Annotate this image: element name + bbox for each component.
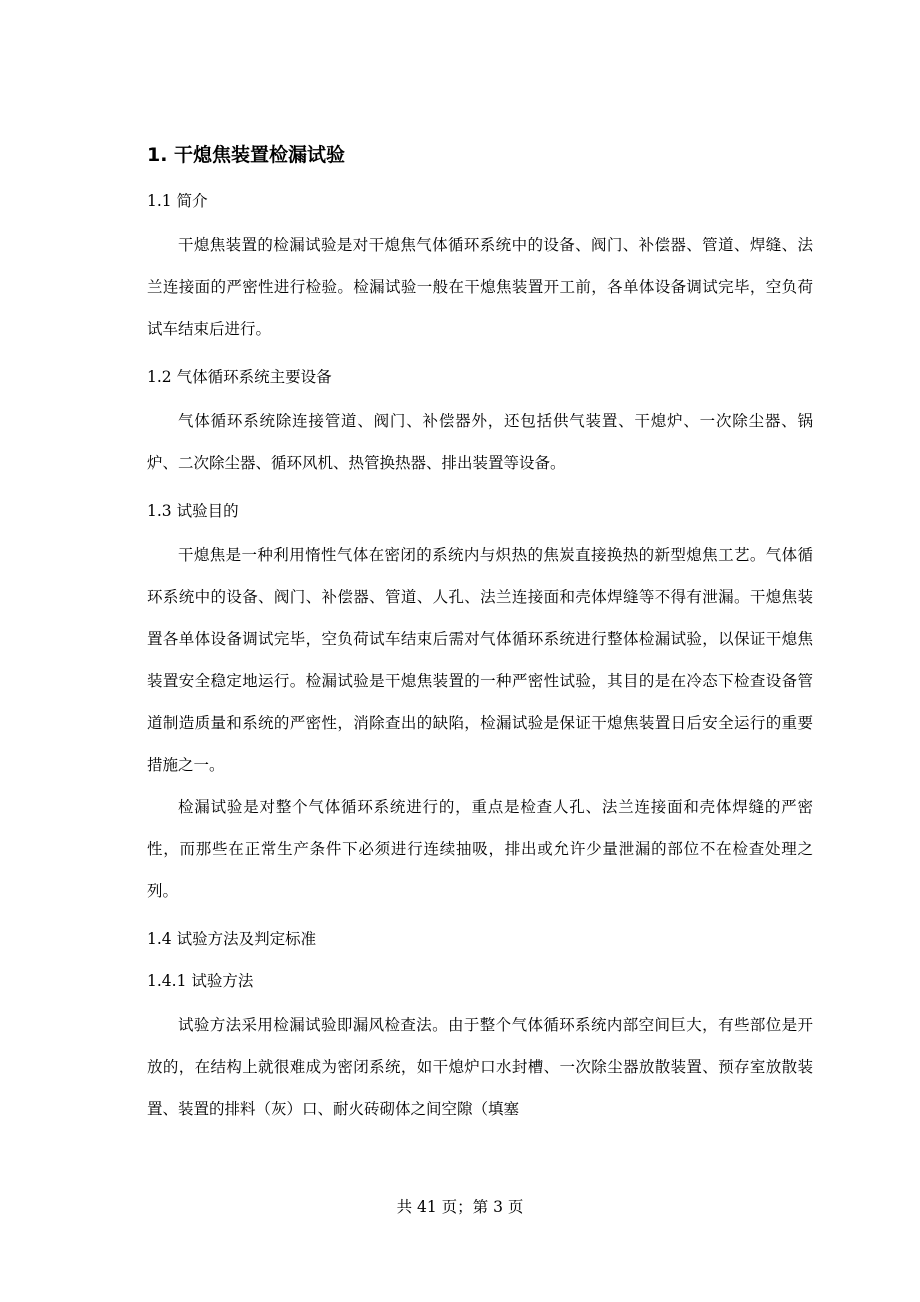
paragraph-1-3-b: 检漏试验是对整个气体循环系统进行的，重点是检查人孔、法兰连接面和壳体焊缝的严密性，而那些在正常生产条件下必须进行连续抽吸，排出或允许少量泄漏的部位不在检查处理之列。	[147, 798, 813, 900]
section-heading-1-4-1: 1.4.1 试验方法	[147, 972, 254, 990]
document-body	[147, 140, 813, 1130]
section-heading-1-2: 1.2 气体循环系统主要设备	[147, 368, 332, 386]
paragraph-1-3-a: 干熄焦是一种利用惰性气体在密闭的系统内与炽热的焦炭直接换热的新型熄焦工艺。气体循环系统中的设备、阀门、补偿器、管道、人孔、法兰连接面和壳体焊缝等不得有泄漏。干熄焦装置各单体设备调试完毕，空负荷试车结束后需对气体循环系统进行整体检漏试验，以保证干熄焦装置安全稳定地运行。检漏试验是干熄焦装置的一种严密性试验，其目的是在冷态下检查设备管道制造质量和系统的严密性，消除查出的缺陷，检漏试验是保证干熄焦装置日后安全运行的重要措施之一。	[147, 546, 813, 774]
document-title: 1. 干熄焦装置检漏试验	[147, 144, 346, 166]
paragraph-1-2: 气体循环系统除连接管道、阀门、补偿器外，还包括供气装置、干熄炉、一次除尘器、锅炉、二次除尘器、循环风机、热管换热器、排出装置等设备。	[147, 412, 813, 472]
section-heading-1-4: 1.4 试验方法及判定标准	[147, 930, 317, 948]
section-heading-1-3: 1.3 试验目的	[147, 502, 239, 520]
page-footer: 共 41 页；第 3 页	[396, 1198, 524, 1216]
paragraph-1-4-1: 试验方法采用检漏试验即漏风检查法。由于整个气体循环系统内部空间巨大，有些部位是开放的，在结构上就很难成为密闭系统，如干熄炉口水封槽、一次除尘器放散装置、预存室放散装置、装置的排料（灰）口、耐火砖砌体之间空隙（填塞	[147, 1016, 813, 1118]
paragraph-1-1: 干熄焦装置的检漏试验是对干熄焦气体循环系统中的设备、阀门、补偿器、管道、焊缝、法兰连接面的严密性进行检验。检漏试验一般在干熄焦装置开工前，各单体设备调试完毕，空负荷试车结束后进行。	[147, 236, 813, 338]
section-heading-1-1: 1.1 简介	[147, 192, 208, 210]
